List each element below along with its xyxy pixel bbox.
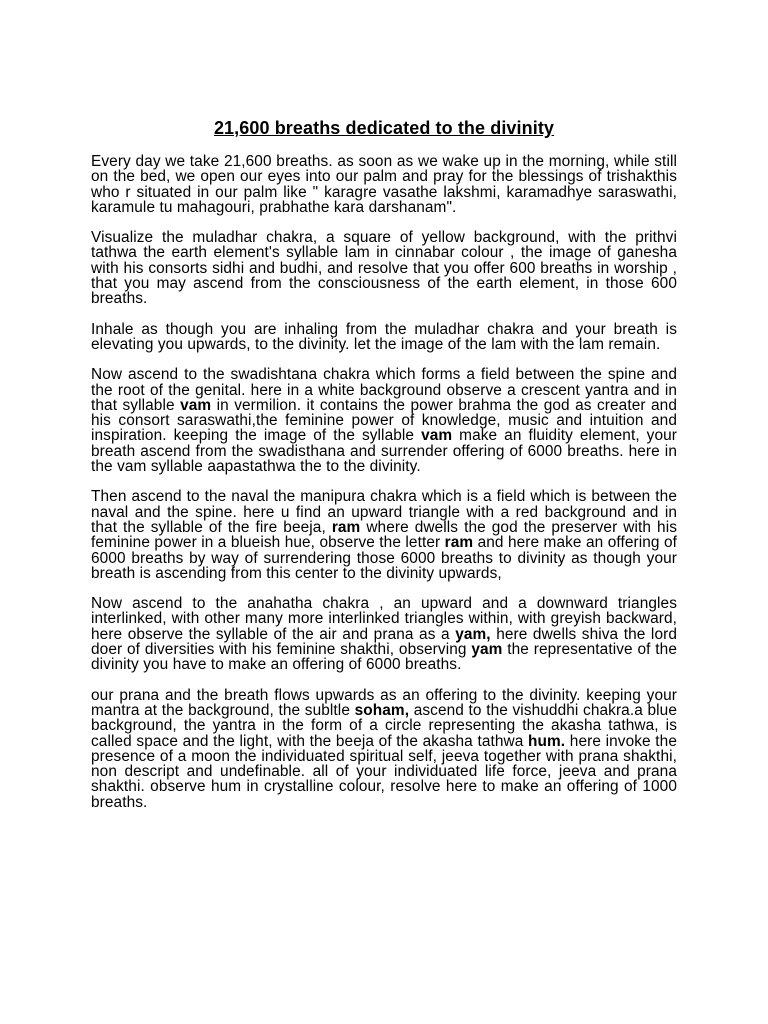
paragraph-text: make an fluidity element, your breath ascend from the swadisthana and surrender offering of 6000 breaths. here in the vam syllable aapastathwa the to the divinity. [91,427,678,476]
paragraph [91,154,677,215]
paragraph [91,596,677,672]
bold-term: vam [180,396,212,414]
paragraph [91,230,677,306]
bold-term: ram [444,534,474,552]
paragraph-text: in vermilion. it contains the power brahma the god as creater and his consort saraswathi,the feminine power of knowledge, music and intuition and inspiration. keeping the image of the syllable [91,396,677,445]
paragraph-text: and here make an offering of 6000 breaths by way of surrendering those 6000 breaths to divinity as though your breath is ascending from this center to the divinity upwards, [91,534,677,582]
paragraph-text: ascend to the vishuddhi chakra.a blue background, the yantra in the form of a circle representing the akasha tathwa, is called space and the light, with the beeja of the akasha tathwa [91,701,677,750]
page-title: 21,600 breaths dedicated to the divinity [213,118,555,138]
bold-term: vam [421,427,453,445]
paragraph-text: our prana and the breath flows upwards as an offering to the divinity. keeping your mantra at the background, the subltle [91,686,677,719]
bold-term: soham, [354,701,410,719]
bold-term: yam, [455,625,491,643]
paragraph-text: Now ascend to the swadishtana chakra which forms a field between the spine and the root of the genital. here in a white background observe a crescent yantra and in that syllable [91,366,677,414]
paragraph [91,489,677,581]
paragraph-text: where dwells the god the preserver with his feminine power in a blueish hue, observe the letter [91,518,678,552]
paragraph [91,688,677,810]
bold-term: yam [471,641,503,659]
paragraph [91,367,677,474]
paragraph-text: Now ascend to the anahatha chakra , an upward and a downward triangles interlinked, with other many more interlinked triangles within, with greyish backward, here observe the syllable of the air and prana as a [91,595,677,643]
paragraph-text: the representative of the divinity you have to make an offering of 6000 breaths. [91,641,677,674]
paragraph-text: Then ascend to the naval the manipura chakra which is a field which is between the naval and the spine. here u find an upward triangle with a red background and in that the syllable of the fire beeja, [91,488,677,536]
paragraph-text: Inhale as though you are inhaling from the muladhar chakra and your breath is elevating you upwards, to the divinity. let the image of the lam with the lam remain. [91,320,677,353]
paragraph-text: Every day we take 21,600 breaths. as soon as we wake up in the morning, while still on the bed, we open our eyes into our palm and pray for the blessings of trishakthis who r situated in our palm like " karagre vasathe lakshmi, karamadhye saraswathi, karamule tu mahagouri, prabhathe kara darshanam". [91,153,677,216]
paragraph-text: here dwells shiva the lord doer of diversities with his feminine shakthi, observing [91,625,678,659]
bold-term: hum. [528,732,566,750]
paragraph-text: here invoke the presence of a moon the individuated spiritual self, jeeva together with prana shakthi, non descript and undefinable. all of your individuated life force, jeeva and prana shakthi. observe hum in crystalline colour, resolve here to make an offering of 1000 breaths. [91,732,677,811]
paragraph-text: Visualize the muladhar chakra, a square of yellow background, with the prithvi tathwa the earth element's syllable lam in cinnabar colour , the image of ganesha with his consorts sidhi and budhi, and resolve that you offer 600 breaths in worship , that you may ascend from the consciousness of the earth element, in those 600 breaths. [91,229,677,308]
paragraph [91,322,677,353]
bold-term: ram [331,518,361,536]
